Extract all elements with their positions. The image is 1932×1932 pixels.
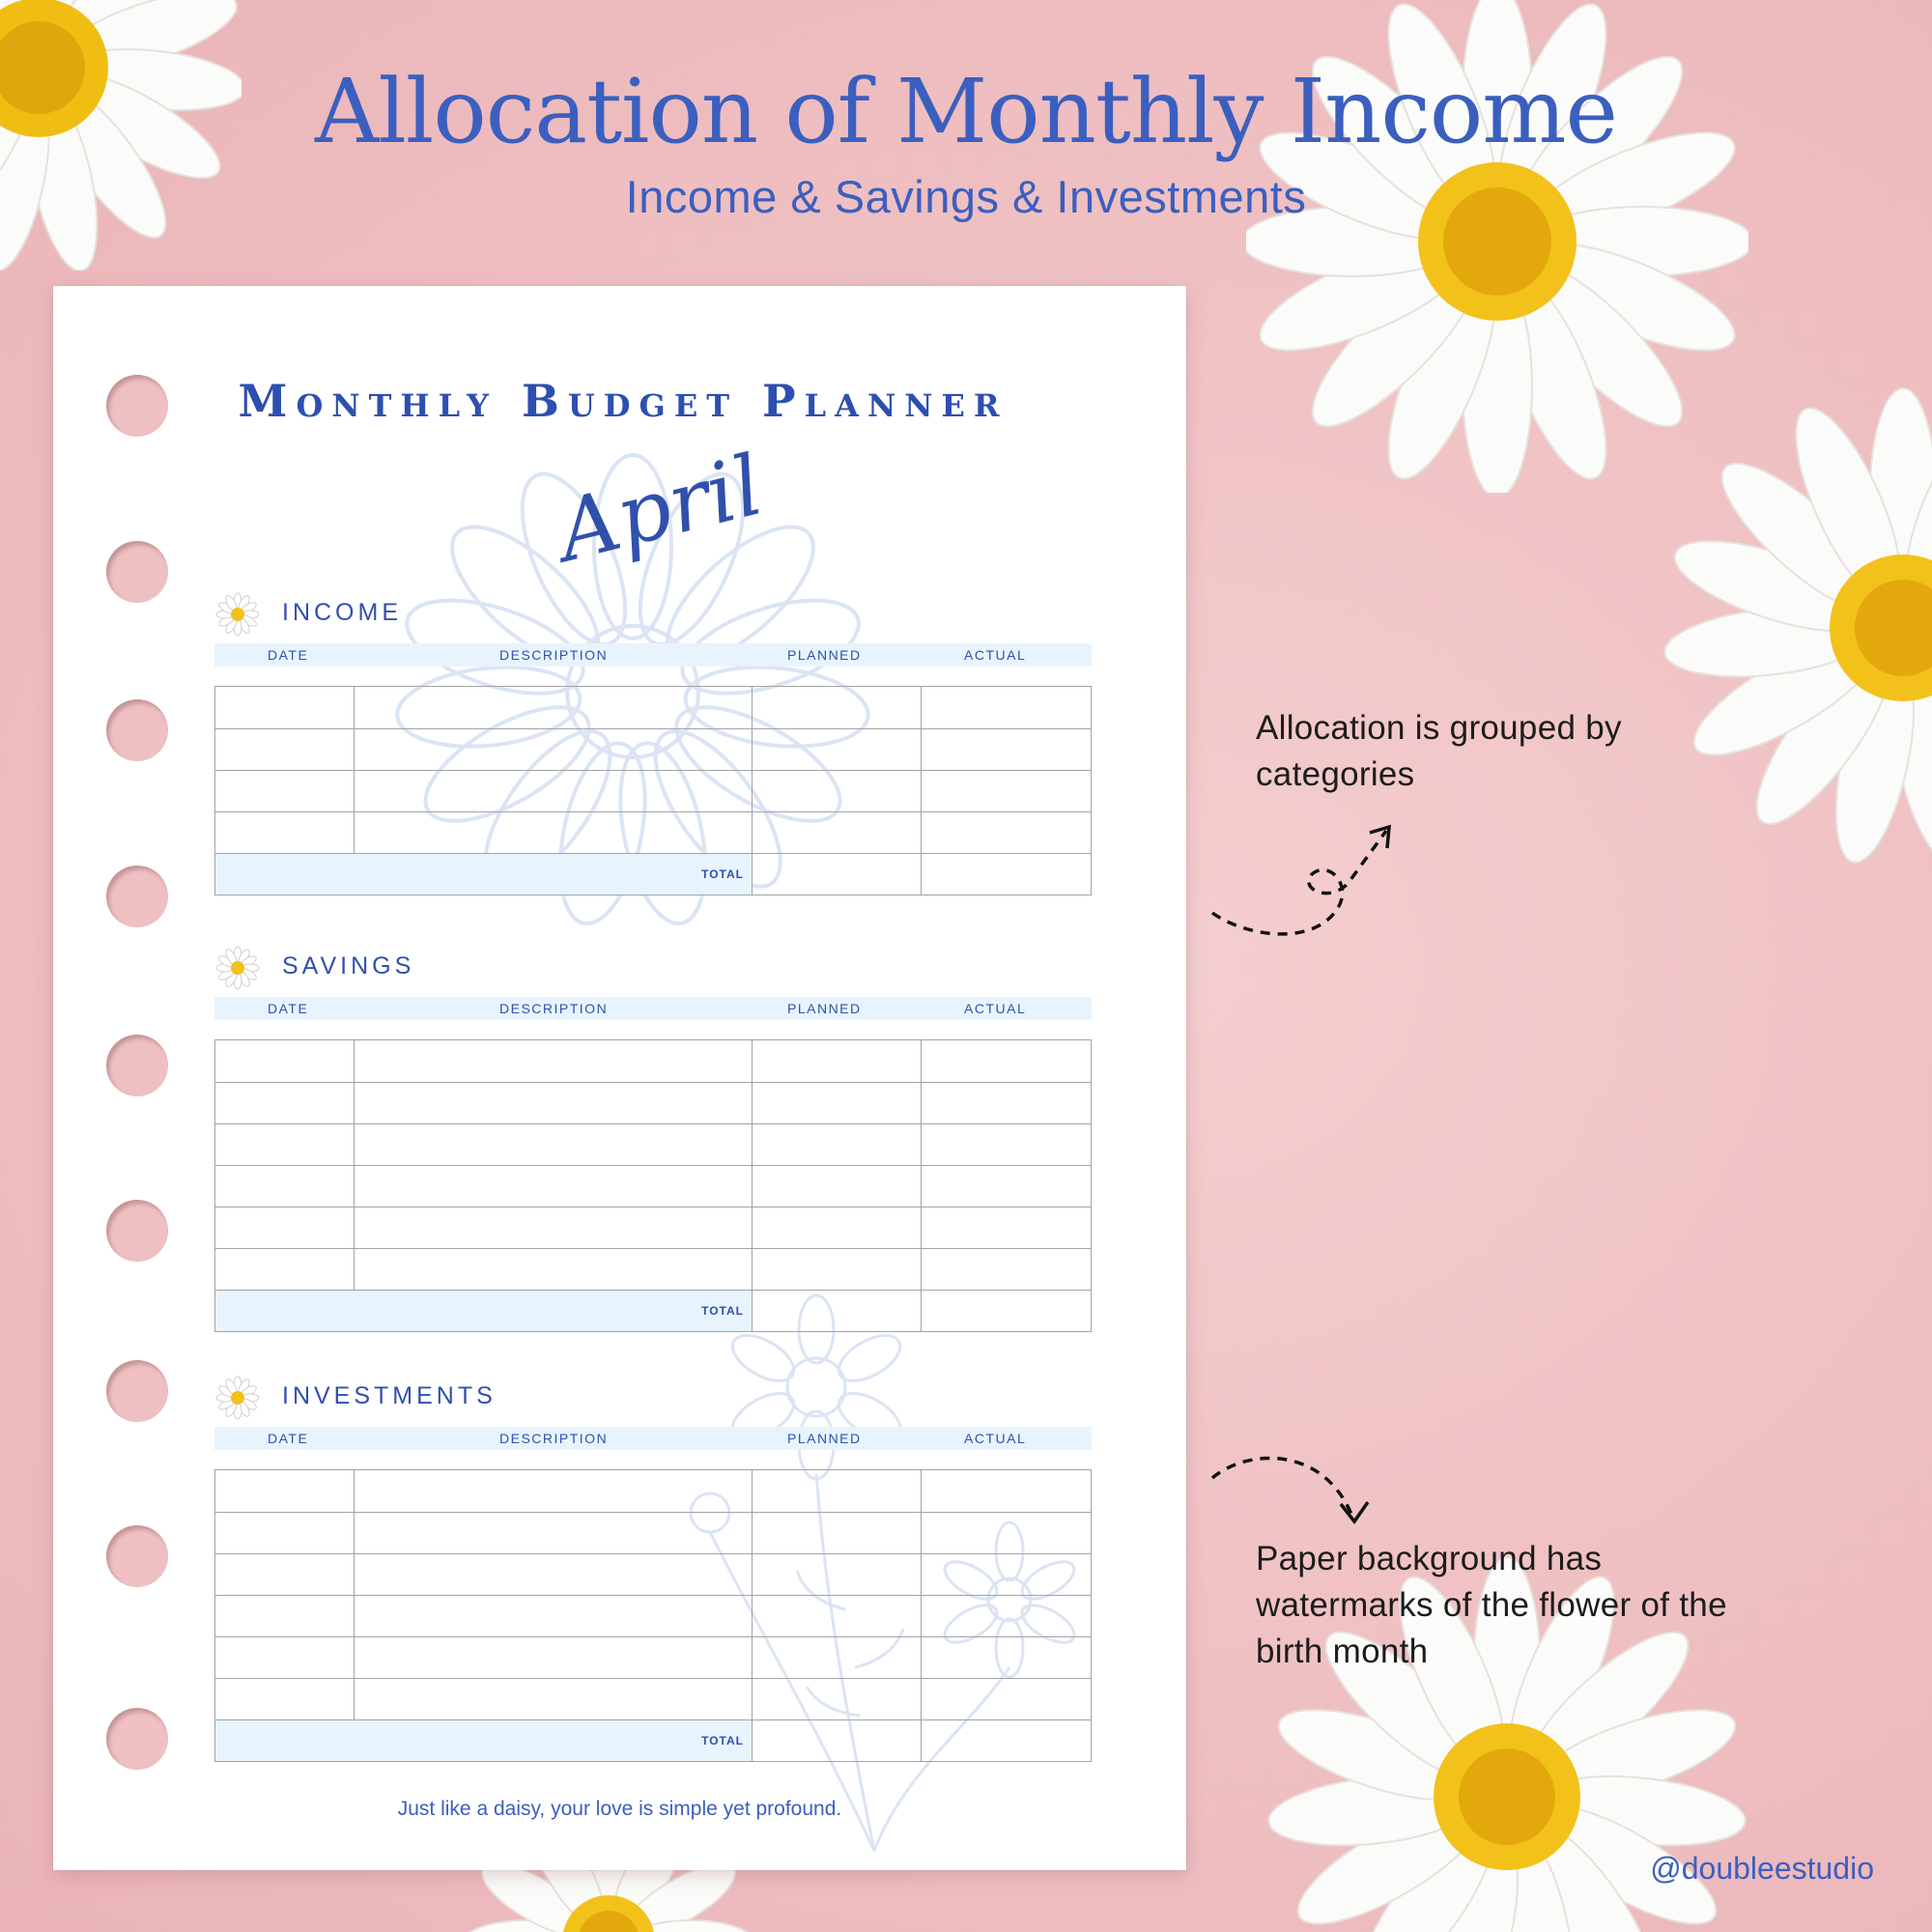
planned-cell[interactable] xyxy=(752,1083,921,1123)
planner-quote: Just like a daisy, your love is simple yet profound. xyxy=(397,1798,842,1820)
date-cell[interactable] xyxy=(215,1554,354,1595)
planned-cell[interactable] xyxy=(752,1513,921,1553)
entry-table xyxy=(214,1469,1092,1762)
table-row xyxy=(215,728,1091,770)
description-cell[interactable] xyxy=(354,687,752,728)
actual-cell[interactable] xyxy=(921,1040,1091,1082)
table-row xyxy=(215,811,1091,853)
total-label: TOTAL xyxy=(215,854,752,895)
table-row xyxy=(215,1123,1091,1165)
column-header xyxy=(214,643,1092,667)
date-cell[interactable] xyxy=(215,1249,354,1290)
actual-cell[interactable] xyxy=(921,1637,1091,1678)
column-planned: PLANNED xyxy=(787,647,862,663)
binder-hole xyxy=(106,1525,168,1587)
description-cell[interactable] xyxy=(354,1596,752,1636)
column-description: DESCRIPTION xyxy=(499,1431,609,1446)
description-cell[interactable] xyxy=(354,1637,752,1678)
date-cell[interactable] xyxy=(215,1083,354,1123)
total-row xyxy=(215,1290,1091,1331)
planned-cell[interactable] xyxy=(752,1166,921,1207)
actual-cell[interactable] xyxy=(921,687,1091,728)
planned-cell[interactable] xyxy=(752,1040,921,1082)
date-cell[interactable] xyxy=(215,1637,354,1678)
planner-title: Monthly Budget Planner xyxy=(238,375,1009,427)
table-row xyxy=(215,1678,1091,1719)
actual-cell[interactable] xyxy=(921,1554,1091,1595)
entry-table xyxy=(214,1039,1092,1332)
table-row xyxy=(215,687,1091,728)
planned-cell[interactable] xyxy=(752,812,921,853)
income-section xyxy=(214,591,1092,895)
total-label: TOTAL xyxy=(215,1720,752,1761)
planned-cell[interactable] xyxy=(752,687,921,728)
binder-hole xyxy=(106,1200,168,1262)
date-cell[interactable] xyxy=(215,1596,354,1636)
date-cell[interactable] xyxy=(215,1208,354,1248)
description-cell[interactable] xyxy=(354,729,752,770)
actual-cell[interactable] xyxy=(921,1083,1091,1123)
total-label: TOTAL xyxy=(215,1291,752,1331)
actual-cell[interactable] xyxy=(921,1513,1091,1553)
table-row xyxy=(215,1040,1091,1082)
description-cell[interactable] xyxy=(354,1124,752,1165)
description-cell[interactable] xyxy=(354,1513,752,1553)
planned-total-cell[interactable] xyxy=(752,1291,921,1331)
description-cell[interactable] xyxy=(354,1208,752,1248)
actual-cell[interactable] xyxy=(921,729,1091,770)
date-cell[interactable] xyxy=(215,1166,354,1207)
planned-cell[interactable] xyxy=(752,1249,921,1290)
column-header xyxy=(214,997,1092,1020)
actual-total-cell[interactable] xyxy=(921,1291,1091,1331)
planned-cell[interactable] xyxy=(752,729,921,770)
actual-total-cell[interactable] xyxy=(921,1720,1091,1761)
section-title: SAVINGS xyxy=(282,952,415,980)
planned-cell[interactable] xyxy=(752,1208,921,1248)
description-cell[interactable] xyxy=(354,1083,752,1123)
actual-cell[interactable] xyxy=(921,1124,1091,1165)
table-row xyxy=(215,1165,1091,1207)
column-planned: PLANNED xyxy=(787,1431,862,1446)
description-cell[interactable] xyxy=(354,1554,752,1595)
column-actual: ACTUAL xyxy=(964,647,1027,663)
actual-cell[interactable] xyxy=(921,1596,1091,1636)
binder-hole xyxy=(106,1035,168,1096)
section-title: INVESTMENTS xyxy=(282,1382,497,1409)
table-row xyxy=(215,1082,1091,1123)
binder-hole xyxy=(106,541,168,603)
table-row xyxy=(215,770,1091,811)
studio-handle[interactable]: @doubleestudio xyxy=(1650,1851,1874,1886)
subheadline: Income & Savings & Investments xyxy=(625,171,1307,222)
planned-cell[interactable] xyxy=(752,1596,921,1636)
note-watermark: Paper background has watermarks of the flower of the birth month xyxy=(1256,1540,1727,1670)
planned-cell[interactable] xyxy=(752,771,921,811)
actual-cell[interactable] xyxy=(921,1208,1091,1248)
actual-cell[interactable] xyxy=(921,1166,1091,1207)
binder-hole xyxy=(106,866,168,927)
actual-total-cell[interactable] xyxy=(921,854,1091,895)
planned-total-cell[interactable] xyxy=(752,854,921,895)
note-categories: Allocation is grouped by categories xyxy=(1256,709,1622,793)
date-cell[interactable] xyxy=(215,1470,354,1512)
description-cell[interactable] xyxy=(354,771,752,811)
binder-hole xyxy=(106,1708,168,1770)
table-row xyxy=(215,1470,1091,1512)
section-title: INCOME xyxy=(282,599,402,626)
binder-hole xyxy=(106,375,168,437)
column-actual: ACTUAL xyxy=(964,1001,1027,1016)
savings-section xyxy=(214,945,1092,1332)
planned-cell[interactable] xyxy=(752,1554,921,1595)
arrow-icon xyxy=(1208,1444,1381,1531)
description-cell[interactable] xyxy=(354,1040,752,1082)
column-description: DESCRIPTION xyxy=(499,647,609,663)
table-row xyxy=(215,1512,1091,1553)
description-cell[interactable] xyxy=(354,1679,752,1719)
total-row xyxy=(215,853,1091,895)
table-row xyxy=(215,1636,1091,1678)
entry-table xyxy=(214,686,1092,895)
column-header xyxy=(214,1427,1092,1450)
description-cell[interactable] xyxy=(354,1166,752,1207)
binder-hole xyxy=(106,1360,168,1422)
actual-cell[interactable] xyxy=(921,771,1091,811)
month-label: April xyxy=(548,437,772,582)
column-date: DATE xyxy=(268,1431,309,1446)
table-row xyxy=(215,1595,1091,1636)
actual-cell[interactable] xyxy=(921,1679,1091,1719)
daisy-icon xyxy=(214,591,261,638)
column-date: DATE xyxy=(268,1001,309,1016)
column-planned: PLANNED xyxy=(787,1001,862,1016)
arrow-icon xyxy=(1208,821,1420,947)
investments-section xyxy=(214,1375,1092,1762)
planned-cell[interactable] xyxy=(752,1679,921,1719)
headline: Allocation of Monthly Income xyxy=(315,60,1617,163)
planned-cell[interactable] xyxy=(752,1637,921,1678)
description-cell[interactable] xyxy=(354,812,752,853)
actual-cell[interactable] xyxy=(921,1249,1091,1290)
date-cell[interactable] xyxy=(215,1124,354,1165)
actual-cell[interactable] xyxy=(921,812,1091,853)
description-cell[interactable] xyxy=(354,1249,752,1290)
date-cell[interactable] xyxy=(215,687,354,728)
date-cell[interactable] xyxy=(215,1040,354,1082)
planned-cell[interactable] xyxy=(752,1124,921,1165)
total-row xyxy=(215,1719,1091,1761)
planner-page xyxy=(53,286,1186,1870)
date-cell[interactable] xyxy=(215,1679,354,1719)
column-actual: ACTUAL xyxy=(964,1431,1027,1446)
planned-cell[interactable] xyxy=(752,1470,921,1512)
column-description: DESCRIPTION xyxy=(499,1001,609,1016)
table-row xyxy=(215,1207,1091,1248)
table-row xyxy=(215,1248,1091,1290)
date-cell[interactable] xyxy=(215,1513,354,1553)
daisy-icon xyxy=(214,1375,261,1421)
table-row xyxy=(215,1553,1091,1595)
binder-hole xyxy=(106,699,168,761)
daisy-icon xyxy=(214,945,261,991)
date-cell[interactable] xyxy=(215,812,354,853)
planned-total-cell[interactable] xyxy=(752,1720,921,1761)
description-cell[interactable] xyxy=(354,1470,752,1512)
date-cell[interactable] xyxy=(215,771,354,811)
actual-cell[interactable] xyxy=(921,1470,1091,1512)
date-cell[interactable] xyxy=(215,729,354,770)
column-date: DATE xyxy=(268,647,309,663)
